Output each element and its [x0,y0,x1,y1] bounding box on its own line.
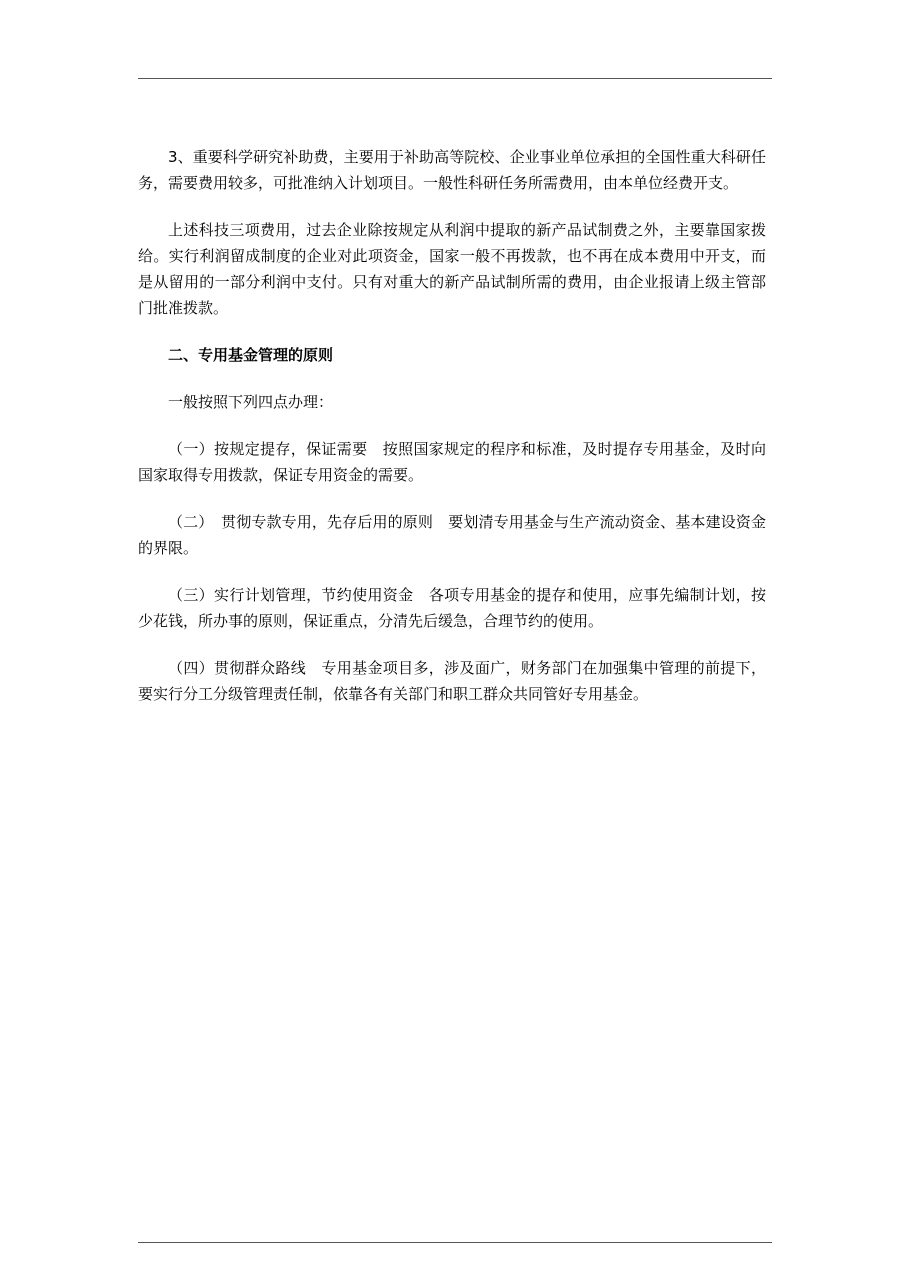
principle-item-4: （四）贯彻群众路线 专用基金项目多，涉及面广，财务部门在加强集中管理的前提下，要实行分工分级管理责任制，依靠各有关部门和职工群众共同管好专用基金。 [138,659,766,703]
section-heading: 二、专用基金管理的原则 [168,346,334,364]
principle-item-3: （三）实行计划管理，节约使用资金 各项专用基金的提存和使用，应事先编制计划，按少花钱，所办事的原则，保证重点，分清先后缓急，合理节约的使用。 [138,586,766,630]
principle-item-2: （二） 贯彻专款专用，先存后用的原则 要划清专用基金与生产流动资金、基本建设资金的界限。 [138,513,766,557]
intro-line: 一般按照下列四点办理： [168,393,334,411]
header-rule [138,78,772,79]
paragraph-tech-funding: 上述科技三项费用，过去企业除按规定从利润中提取的新产品试制费之外，主要靠国家拨给。实行利润留成制度的企业对此项资金，国家一般不再拨款，也不再在成本费用中开支，而是从留用的一部分利润中支付。只有对重大的新产品试制所需的费用，由企业报请上级主管部门批准拨款。 [138,221,766,317]
principle-item-1: （一）按规定提存，保证需要 按照国家规定的程序和标准，及时提存专用基金，及时向国家取得专用拨款，保证专用资金的需要。 [138,440,766,484]
footer-rule [138,1242,772,1243]
document-body [138,144,766,707]
paragraph-research-subsidy: 3、重要科学研究补助费，主要用于补助高等院校、企业事业单位承担的全国性重大科研任务，需要费用较多，可批准纳入计划项目。一般性科研任务所需费用，由本单位经费开支。 [138,148,766,192]
